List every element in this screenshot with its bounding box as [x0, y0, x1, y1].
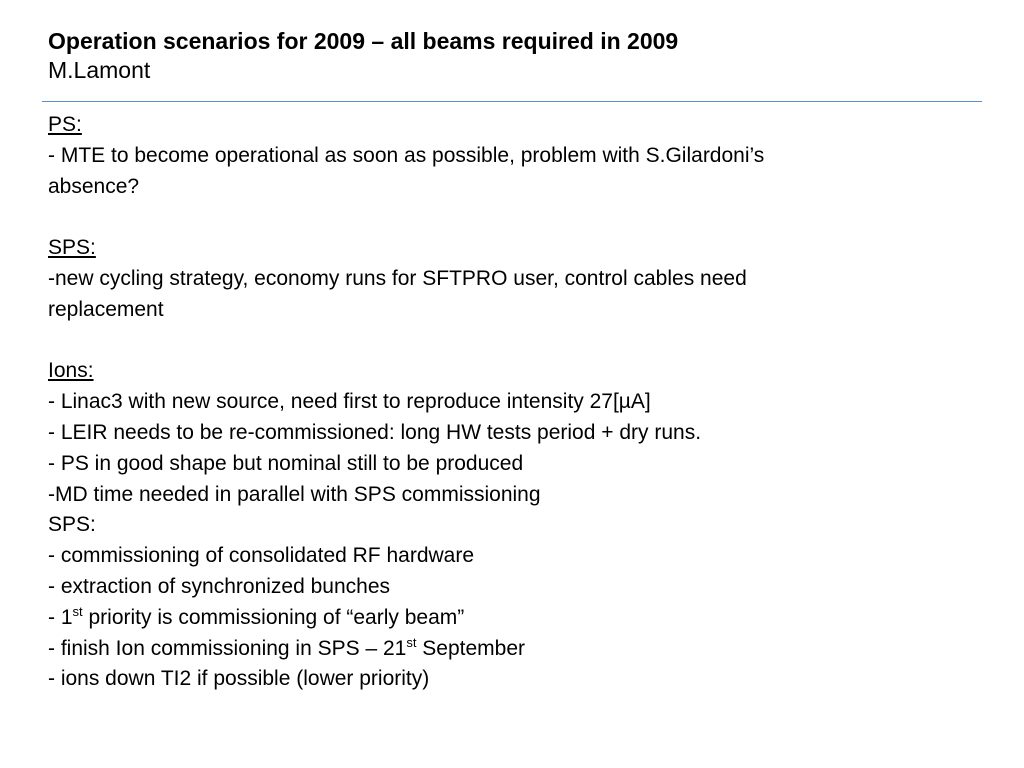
ions-item-md: -MD time needed in parallel with SPS commissioning	[48, 482, 541, 506]
item-text: September	[416, 636, 526, 660]
ions-sps-item-early-beam	[48, 603, 988, 634]
slide-author: M.Lamont	[48, 57, 151, 83]
ps-heading: PS:	[48, 113, 82, 136]
sps-line-2: replacement	[48, 297, 164, 321]
slide-body	[48, 110, 988, 695]
ions-heading: Ions:	[48, 359, 94, 383]
ions-sps-item-rf: - commissioning of consolidated RF hardware	[48, 544, 475, 568]
ordinal-suffix: st	[72, 603, 83, 619]
item-text: priority is commissioning of “early beam”	[82, 605, 465, 629]
item-text: - finish Ion commissioning in SPS – 21	[48, 636, 407, 660]
ions-item-leir: - LEIR needs to be re-commissioned: long HW tests period + dry runs.	[48, 420, 702, 444]
sps-line-1: -new cycling strategy, economy runs for SFTPRO user, control cables need	[48, 266, 747, 290]
ordinal-suffix: st	[406, 634, 417, 650]
ions-sps-label: SPS:	[48, 513, 96, 537]
item-text: - 1	[48, 605, 73, 629]
title-divider	[42, 101, 982, 102]
ions-sps-item-extraction: - extraction of synchronized bunches	[48, 574, 391, 598]
title-block	[48, 26, 988, 84]
ions-sps-item-ti2: - ions down TI2 if possible (lower priority)	[48, 667, 430, 691]
ps-line-2: absence?	[48, 174, 140, 198]
ions-item-ps: - PS in good shape but nominal still to be produced	[48, 451, 524, 475]
ps-line-1: - MTE to become operational as soon as possible, problem with S.Gilardoni’s	[48, 143, 765, 167]
spacer	[48, 202, 988, 233]
ions-sps-item-finish	[48, 634, 988, 665]
slide-title: Operation scenarios for 2009 – all beams required in 2009	[48, 28, 679, 54]
ions-item-linac3: - Linac3 with new source, need first to reproduce intensity 27[µA]	[48, 390, 651, 414]
sps-heading: SPS:	[48, 236, 96, 260]
spacer	[48, 326, 988, 357]
